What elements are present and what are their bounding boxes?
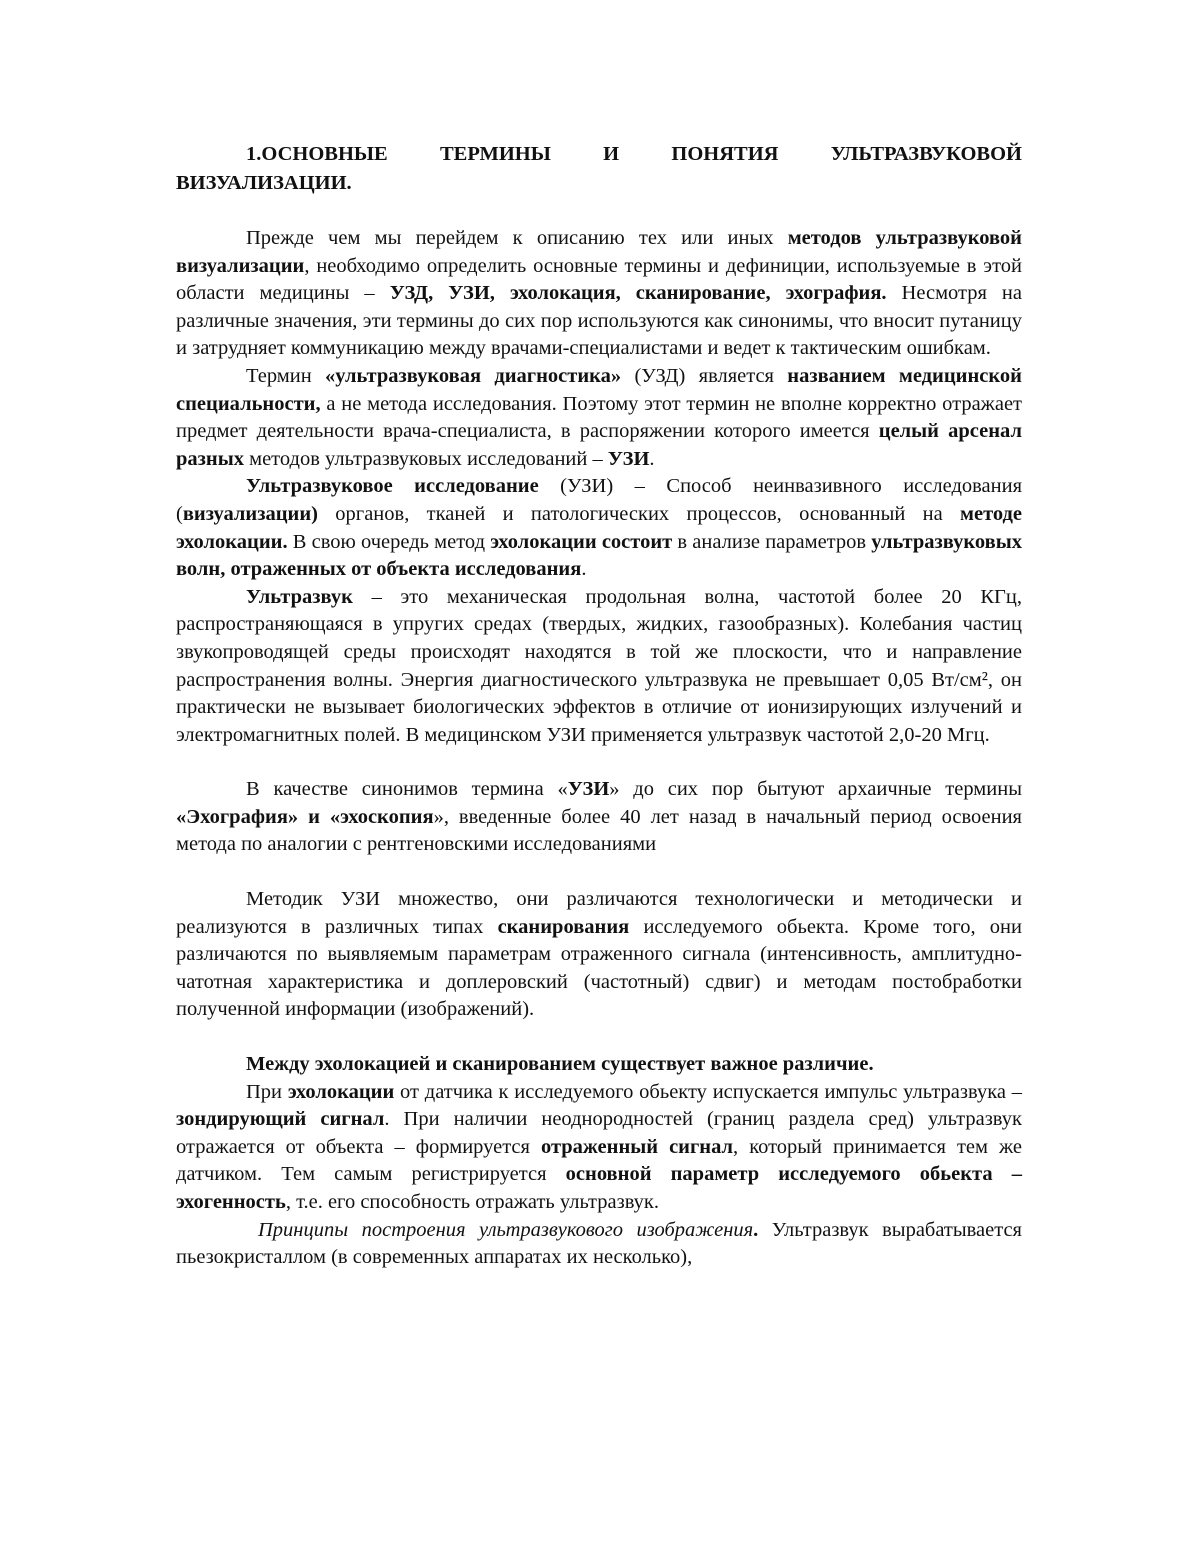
bold-run: целый арсенал разных	[176, 420, 1022, 470]
text-run: (УЗИ) – Способ неинвазивного исследования (	[176, 475, 1023, 525]
text-run: .	[581, 558, 587, 581]
bold-run: названием медицинской специальности,	[176, 364, 1022, 415]
text-run: , необходимо определить основные термины и дефиниции, используемые в этой области медицины –	[176, 254, 1022, 305]
section-heading	[176, 140, 1022, 198]
section-heading-text: 1.ОСНОВНЫЕ ТЕРМИНЫ И ПОНЯТИЯ УЛЬТРАЗВУКОВОЙ ВИЗУАЛИЗАЦИИ.	[176, 143, 1022, 194]
text-run: В свою очередь метод	[287, 530, 491, 553]
bold-run: эхолокации	[287, 1080, 395, 1103]
paragraph-uzd-term	[176, 363, 1022, 473]
bold-run: .	[753, 1218, 759, 1241]
bold-run: Ультразвук	[246, 585, 353, 608]
text-run: органов, тканей и патологических процессов, основанный на	[318, 502, 960, 525]
text-run: , который принимается тем же датчиком. Тем самым регистрируется	[176, 1135, 1022, 1186]
text-run: », введенные более 40 лет назад в начальный период освоения метода по аналогии с рентгеновскими исследованиями	[176, 805, 1022, 856]
bold-run: «Эхография» и «эхоскопия	[176, 805, 434, 828]
text-run: .	[649, 447, 655, 470]
bold-run: УЗИ	[567, 778, 610, 801]
paragraph-ultrasound-definition	[176, 584, 1022, 750]
spacer	[176, 1024, 1022, 1051]
bold-run: Между эхолокацией и сканированием существует важное различие.	[246, 1053, 874, 1076]
spacer	[176, 749, 1022, 776]
spacer	[176, 859, 1022, 886]
bold-run: Ультразвуковое исследование	[246, 475, 539, 498]
paragraph-image-principles	[176, 1217, 1022, 1272]
text-run: а не метода исследования. Поэтому этот термин не вполне корректно отражает предмет деятельности врача-специалиста, в распоряжении которого имеется	[176, 392, 1022, 443]
bold-run: зондирующий сигнал	[176, 1108, 385, 1131]
text-run: он практически не вызывает биологических эффектов в отличие от ионизирующих излучений и электромагнитных полей. В медицинском УЗИ применяется ультразвук частотой 2,0-20 Мгц.	[176, 668, 1022, 746]
text-run: . При наличии неоднородностей (границ раздела сред) ультразвук отражается от объекта – формируется	[176, 1108, 1022, 1158]
bold-run: визуализации)	[182, 502, 318, 525]
bold-run: УЗД, УЗИ, эхолокация, сканирование, эхография.	[389, 282, 887, 305]
bold-run: методе эхолокации.	[176, 502, 1022, 553]
text-run: Прежде чем мы перейдем к описанию тех или иных	[246, 227, 788, 249]
bold-run: методов ультразвуковой визуализации	[176, 227, 1022, 277]
text-run: » до сих пор бытуют архаичные термины	[609, 778, 1022, 801]
paragraph-synonyms	[176, 776, 1022, 859]
bold-run: эхолокации состоит	[490, 530, 673, 553]
text-run: в анализе параметров	[672, 530, 872, 553]
text-run: Термин	[246, 364, 325, 387]
text-run: исследуемого обьекта. Кроме того, они различаются по выявляемым параметрам отраженного сигнала (интенсивность, амплитудно-чатотная характеристика и доплеровский (частотный) сдвиг) и методам постобработки полученной информации (изображений).	[176, 915, 1022, 1021]
bold-run: сканирования	[497, 915, 630, 938]
bold-run: основной параметр исследуемого обьекта – эхогенность	[176, 1163, 1022, 1213]
italic-run: Принципы построения ультразвукового изображения	[258, 1218, 754, 1241]
bold-run: УЗИ	[607, 447, 650, 470]
bold-run: «ультразвуковая диагностика»	[325, 364, 622, 387]
bold-run: ультразвуковых волн, отраженных от объекта исследования	[176, 530, 1022, 581]
document-page	[176, 140, 1022, 1272]
text-run: При	[246, 1080, 288, 1103]
text-run: , т.е. его способность отражать ультразвук.	[285, 1191, 660, 1213]
text-run: (УЗД) является	[621, 364, 788, 387]
text-run: методов ультразвуковых исследований –	[243, 447, 608, 470]
text-run: – это механическая продольная волна, частотой более 20 КГц, распространяющаяся в упругих средах (твердых, жидких, газообразных). Колебания частиц звукопроводящей среды происходят находятся в той же плоскости, что и направление распространения волны. Энергия диагностического ультразвука не превышает 0,05 Вт/см²,	[176, 585, 1022, 691]
spacer	[176, 198, 1022, 225]
paragraph-difference-heading	[176, 1051, 1022, 1079]
text-run: Ультразвук вырабатывается пьезокристаллом (в современных аппаратах их несколько),	[176, 1218, 1022, 1269]
paragraph-terms-intro	[176, 225, 1022, 363]
paragraph-uzi-definition	[176, 473, 1022, 583]
text-run: Несмотря на различные значения, эти термины до сих пор используются как синонимы, что вносит путаницу и затрудняет коммуникацию между врачами-специалистами и ведет к тактическим ошибкам.	[176, 282, 1022, 360]
text-run: В качестве синонимов термина «	[246, 778, 568, 801]
paragraph-methods	[176, 886, 1022, 1024]
text-run: Методик УЗИ множество, они различаются технологически и методически и реализуются в различных типах	[176, 888, 1022, 938]
bold-run: отраженный сигнал	[540, 1135, 734, 1158]
paragraph-echolocation	[176, 1079, 1022, 1217]
text-run: от датчика к исследуемого обьекту испускается импульс ультразвука –	[394, 1080, 1022, 1103]
